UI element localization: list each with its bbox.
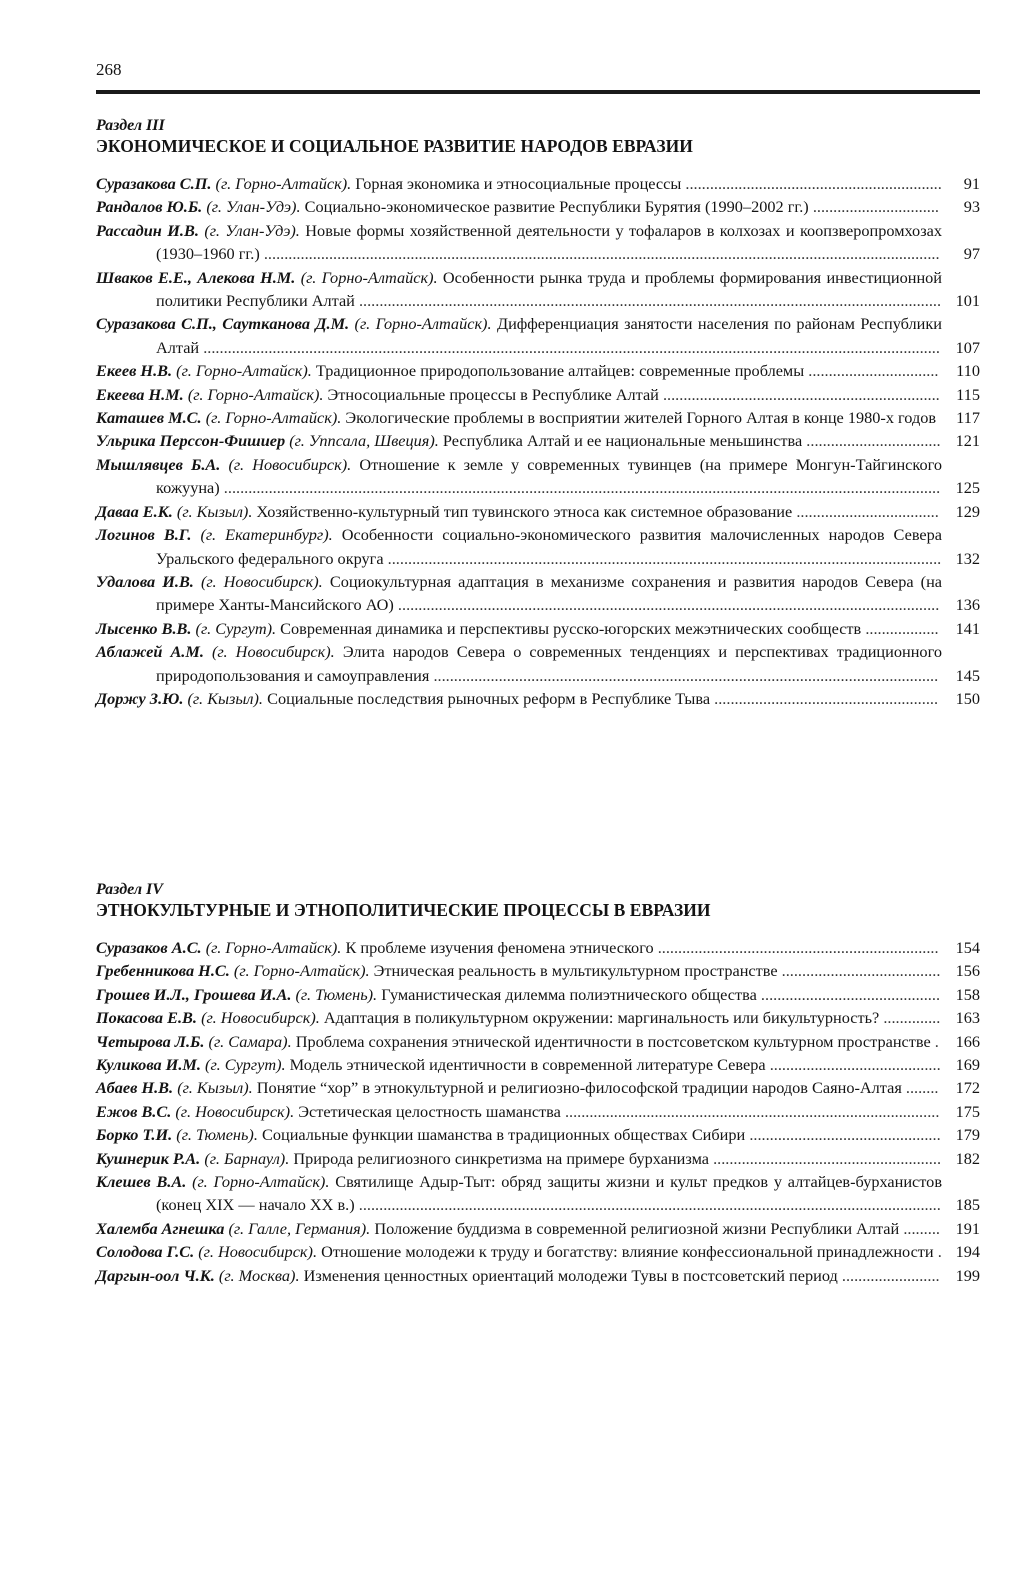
entry-page-number: 110 [956, 361, 980, 381]
dot-leader: ................................................................................................................................................................................ [223, 478, 941, 498]
toc-entry-text [96, 1123, 942, 1146]
toc-entry-text [96, 1240, 942, 1263]
entry-title: Традиционное природопользование алтайцев: современные проблемы [315, 361, 805, 381]
entry-title: Современная динамика и перспективы русско-югорских межэтнических сообществ [280, 618, 862, 638]
toc-entry [96, 219, 980, 266]
entry-title: К проблеме изучения феномена этнического [345, 938, 654, 957]
entry-city: (г. Барнаул). [204, 1148, 290, 1168]
entry-author: Солодова Г.С. [96, 1242, 195, 1262]
entry-page-number: 163 [955, 1008, 980, 1028]
entry-author: Четырова Л.Б. [96, 1031, 205, 1051]
section-label: Раздел IV [96, 881, 163, 898]
entry-title: Социальные функции шаманства в традиционных обществах Сибири [261, 1125, 746, 1145]
entry-page-number: 191 [955, 1218, 980, 1238]
toc-entry-text [96, 1076, 942, 1099]
toc-entry [96, 429, 980, 452]
toc-entry-text [96, 172, 942, 195]
entry-title: Особенности рынка труда и проблемы формирования инвестиционной политики Республики Алтай [156, 267, 943, 311]
entry-author: Екеева Н.М. [96, 384, 184, 404]
toc-entry [96, 406, 980, 429]
dot-leader: ............................................................................................................................................... [358, 291, 942, 311]
toc-entry-text [96, 195, 942, 218]
entry-author: Даргын-оол Ч.К. [96, 1265, 215, 1285]
toc-entry [96, 1217, 980, 1240]
entry-page-number: 179 [955, 1125, 980, 1145]
entry-page-number: 175 [955, 1101, 980, 1121]
entry-title: Отношение молодежи к труду и богатству: влияние конфессиональной принадлежности [321, 1242, 934, 1262]
toc-entry [96, 172, 980, 195]
entry-title: Адаптация в поликультурном окружении: маргинальность или бикультурность? [323, 1008, 880, 1028]
entry-author: Рассадин И.В. [96, 220, 199, 240]
entry-title: Природа религиозного синкретизма на примере бурханизма [293, 1148, 709, 1168]
dot-leader: .................................................................... [662, 384, 940, 404]
toc-entry [96, 1170, 980, 1217]
entry-page-number: 166 [955, 1031, 980, 1051]
toc-entry [96, 359, 980, 382]
entry-title: Особенности социально-экономического развития малочисленных народов Севера Уральского федерального округа [156, 525, 943, 568]
entry-page-number: 115 [956, 384, 980, 404]
entry-author: Грошев И.Л., Грошева И.А. [96, 984, 292, 1004]
entry-page-number: 91 [963, 174, 980, 193]
entry-city: (г. Горно-Алтайск). [215, 174, 352, 193]
section-title: ЭТНОКУЛЬТУРНЫЕ И ЭТНОПОЛИТИЧЕСКИЕ ПРОЦЕССЫ В ЕВРАЗИИ [96, 900, 711, 920]
entry-title: Дифференциация занятости населения по районам Республики Алтай [156, 314, 942, 357]
dot-leader: ................................... [796, 501, 939, 521]
dot-leader: ..................................................................................................................................... [397, 595, 940, 615]
toc-entry-text [96, 1264, 942, 1287]
entry-city: (г. Новосибирск). [201, 1008, 320, 1028]
entry-author: Даваа Е.К. [96, 501, 173, 521]
entry-author: Кушнерик Р.А. [96, 1148, 201, 1168]
entry-page-number: 132 [955, 548, 980, 568]
dot-leader: ....................................................... [714, 688, 939, 708]
entry-title: Святилище Адыр-Тыт: обряд защиты жизни и культ предков у алтайцев-бурханистов (конец XIX — начало XX в.) [156, 1172, 943, 1215]
entry-page-number: 101 [955, 291, 980, 311]
toc-entry-text [96, 1100, 942, 1123]
entry-author: Борко Т.И. [96, 1125, 173, 1145]
entry-author: Мышлявцев Б.А. [96, 454, 221, 474]
toc-entry-text [96, 219, 942, 266]
toc-entry-text [96, 1053, 942, 1076]
toc-entry-text [96, 523, 942, 570]
entry-page-number: 93 [963, 197, 980, 217]
entry-city: (г. Тюмень). [295, 984, 378, 1004]
dot-leader: ......... [903, 1218, 940, 1238]
entry-city: (г. Екатеринбург). [200, 525, 333, 545]
dot-leader: ..................................................................... [657, 938, 939, 957]
entry-page-number: 158 [955, 984, 980, 1004]
entry-page-number: 185 [955, 1195, 980, 1215]
entry-author: Клешев В.А. [96, 1172, 187, 1192]
entry-title: Отношение к земле у современных тувинцев (на примере Монгун-Тайгинского кожууна) [156, 454, 943, 498]
section-title: ЭКОНОМИЧЕСКОЕ И СОЦИАЛЬНОЕ РАЗВИТИЕ НАРОДОВ ЕВРАЗИИ [96, 136, 693, 156]
entry-city: (г. Новосибирск). [200, 571, 323, 591]
header-rule [96, 90, 980, 94]
section-3 [96, 116, 980, 710]
toc-entry-text [96, 406, 942, 429]
entry-city: (г. Москва). [218, 1265, 300, 1285]
entry-author: Екеев Н.В. [96, 361, 173, 381]
entry-page-number: 136 [955, 595, 980, 615]
entry-author: Абаев Н.В. [96, 1078, 174, 1098]
toc-entry [96, 687, 980, 710]
entry-author: Рандалов Ю.Б. [96, 197, 203, 217]
toc-entry [96, 312, 980, 359]
entry-title: Положение буддизма в современной религиозной жизни Республики Алтай [374, 1218, 900, 1238]
toc-entry [96, 453, 980, 500]
dot-leader: ............................................................................................................................ [433, 665, 939, 685]
dot-leader: ........................................................................................................................................ [387, 548, 942, 568]
entry-city: (г. Горно-Алтайск). [205, 408, 342, 428]
toc-entry [96, 983, 980, 1006]
entry-title: Хозяйственно-культурный тип тувинского этноса как системное образование [256, 501, 793, 521]
toc-entry-text [96, 383, 942, 406]
entry-author: Лысенко В.В. [96, 618, 192, 638]
toc-entry [96, 640, 980, 687]
toc-entry [96, 1076, 980, 1099]
entry-author: Логинов В.Г. [96, 525, 192, 545]
entry-city: (г. Уппсала, Швеция). [289, 431, 439, 451]
entry-city: (г. Горно-Алтайск). [354, 314, 492, 334]
entry-title: Гуманистическая дилемма полиэтнического общества [381, 984, 757, 1004]
entry-title: Модель этнической идентичности в современной литературе Севера [289, 1055, 766, 1075]
entry-title: Понятие “хор” в этнокультурной и религиозно-философской традиции народов Саяно-Алтая [256, 1078, 902, 1098]
toc-entry [96, 500, 980, 523]
entry-author: Аблажей А.М. [96, 642, 204, 662]
entry-page-number: 169 [955, 1055, 980, 1075]
entry-city: (г. Горно-Алтайск). [187, 384, 324, 404]
section-label: Раздел III [96, 117, 165, 134]
dot-leader: ............................................... [749, 1125, 941, 1145]
entry-author: Доржу З.Ю. [96, 688, 184, 708]
entry-city: (г. Сургут). [195, 618, 277, 638]
toc-entry [96, 1264, 980, 1287]
entry-page-number: 182 [955, 1148, 980, 1168]
toc-entry [96, 1006, 980, 1029]
entry-page-number: 97 [963, 244, 980, 264]
entry-title: Социальные последствия рыночных реформ в Республике Тыва [267, 688, 711, 708]
entry-city: (г. Кызыл). [187, 688, 264, 708]
dot-leader: ........................ [841, 1265, 940, 1285]
dot-leader: ............................................................... [685, 174, 942, 193]
entry-author: Суразакова С.П., Сауткaнова Д.М. [96, 314, 350, 334]
toc-entry [96, 1240, 980, 1263]
entry-author: Куликова И.М. [96, 1055, 201, 1075]
toc-entry [96, 523, 980, 570]
entry-city: (г. Улан-Удэ). [206, 197, 301, 217]
entry-author: Халемба Агнешка [96, 1218, 225, 1238]
entry-city: (г. Тюмень). [176, 1125, 258, 1145]
entry-city: (г. Кызыл). [177, 1078, 253, 1098]
toc-entry-text [96, 1147, 942, 1170]
entry-page-number: 145 [955, 665, 980, 685]
entry-page-number: 194 [955, 1242, 980, 1262]
toc-entry [96, 1030, 980, 1053]
entry-author: Шваков Е.Е., Алекова Н.М. [96, 267, 296, 287]
dot-leader: .............. [883, 1008, 941, 1028]
entry-author: Гребенникова Н.С. [96, 961, 230, 981]
dot-leader: . [934, 1031, 939, 1051]
section-4 [96, 880, 980, 1287]
entry-title: Этническая реальность в мультикультурном пространстве [373, 961, 778, 981]
entry-page-number: 117 [956, 408, 980, 428]
dot-leader: ..................................................................................................................................................................................... [203, 337, 940, 357]
toc-entry [96, 1100, 980, 1123]
dot-leader: ................................ [808, 361, 939, 381]
toc-entries [96, 936, 980, 1287]
toc-entry-text [96, 936, 942, 959]
dot-leader: . [937, 1242, 942, 1262]
dot-leader: ............................................ [760, 984, 941, 1004]
dot-leader: ................................. [806, 431, 941, 451]
entry-city: (г. Горно-Алтайск). [233, 961, 370, 981]
entry-title: Экологические проблемы в восприятии жителей Горного Алтая в конце 1980-х годов [345, 408, 937, 428]
entry-title: Изменения ценностных ориентаций молодежи Тувы в постсоветский период [303, 1265, 838, 1285]
entry-city: (г. Новосибирск). [198, 1242, 318, 1262]
toc-entry [96, 1053, 980, 1076]
toc-entry-text [96, 359, 942, 382]
entry-title: Этносоциальные процессы в Республике Алтай [327, 384, 659, 404]
toc-entry-text [96, 1030, 942, 1053]
entry-city: (г. Горно-Алтайск). [205, 938, 342, 957]
entry-page-number: 129 [955, 501, 980, 521]
entry-city: (г. Горно-Алтайск). [192, 1172, 330, 1192]
entry-title: Эстетическая целостность шаманства [298, 1101, 561, 1121]
entry-author: Суразаков А.С. [96, 938, 202, 957]
entry-city: (г. Улан-Удэ). [204, 220, 300, 240]
entry-page-number: 141 [955, 618, 980, 638]
toc-entry-text [96, 1006, 942, 1029]
toc-entry-text [96, 687, 942, 710]
toc-entry-text [96, 640, 942, 687]
entry-author: Покасова Е.В. [96, 1008, 197, 1028]
toc-entry-text [96, 312, 942, 359]
entry-page-number: 121 [955, 431, 980, 451]
entry-title: Социокультурная адаптация в механизме сохранения и развития народов Севера (на примере Ханты-Мансийского АО) [156, 571, 943, 615]
toc-entry-text [96, 1170, 942, 1217]
dot-leader: ............................................................................................ [564, 1101, 940, 1121]
entry-city: (г. Галле, Германия). [228, 1218, 371, 1238]
entry-page-number: 172 [955, 1078, 980, 1098]
toc-entry-text [96, 453, 942, 500]
dot-leader: ........................................................ [713, 1148, 942, 1168]
entry-page-number: 154 [955, 938, 980, 957]
toc-entry [96, 959, 980, 982]
toc-entry-text [96, 266, 942, 313]
toc-entry [96, 383, 980, 406]
entry-city: (г. Кызыл). [176, 501, 253, 521]
entry-city: (г. Горно-Алтайск). [176, 361, 312, 381]
toc-entry [96, 1123, 980, 1146]
toc-entry-text [96, 617, 942, 640]
toc-entry [96, 266, 980, 313]
entry-title: Горная экономика и этносоциальные процессы [355, 174, 682, 193]
entry-page-number: 125 [955, 478, 980, 498]
toc-entry [96, 570, 980, 617]
dot-leader: ............................... [812, 197, 939, 217]
page-number: 268 [96, 60, 122, 79]
entry-city: (г. Новосибирск). [175, 1101, 295, 1121]
toc-entry-text [96, 429, 942, 452]
entry-author: Суразакова С.П. [96, 174, 212, 193]
entry-author: Каташев М.С. [96, 408, 202, 428]
toc-entries [96, 172, 980, 710]
entry-title: Новые формы хозяйственной деятельности у тофаларов в колхозах и коопзверопромхозах (1930–1960 гг.) [156, 220, 942, 264]
entry-page-number: 199 [955, 1265, 980, 1285]
entry-title: Проблема сохранения этнической идентичности в постсоветском культурном пространстве [295, 1031, 931, 1051]
dot-leader: ....................................... [781, 961, 941, 981]
entry-page-number: 150 [955, 688, 980, 708]
toc-entry [96, 195, 980, 218]
entry-title: Элита народов Севера о современных тенденциях и перспективах традиционного природопользования и самоуправления [156, 642, 942, 685]
entry-city: (г. Новосибирск). [212, 642, 335, 662]
dot-leader: .................. [865, 618, 939, 638]
entry-city: (г. Горно-Алтайск). [300, 267, 438, 287]
entry-author: Ежов В.С. [96, 1101, 172, 1121]
entry-author: Удалова И.В. [96, 571, 194, 591]
entry-city: (г. Самара). [208, 1031, 292, 1051]
dot-leader: .......................................... [769, 1055, 941, 1075]
toc-entry-text [96, 959, 942, 982]
entry-author: Ульрика Перссон-Фишиер [96, 431, 286, 451]
toc-entry-text [96, 1217, 942, 1240]
entry-page-number: 107 [955, 337, 980, 357]
entry-title: Социально-экономическое развитие Республики Бурятия (1990–2002 гг.) [304, 197, 809, 217]
dot-leader: ...................................................................................................................................................................... [263, 244, 940, 264]
entry-city: (г. Сургут). [205, 1055, 286, 1075]
toc-entry [96, 1147, 980, 1170]
toc-entry-text [96, 500, 942, 523]
entry-title: Республика Алтай и ее национальные меньшинства [442, 431, 803, 451]
dot-leader: ............................................................................................................................................... [358, 1195, 941, 1215]
dot-leader: ........ [905, 1078, 939, 1098]
entry-page-number: 156 [955, 961, 980, 981]
toc-entry [96, 936, 980, 959]
toc-entry [96, 617, 980, 640]
toc-entry-text [96, 983, 942, 1006]
toc-entry-text [96, 570, 942, 617]
entry-city: (г. Новосибирск). [228, 454, 352, 474]
